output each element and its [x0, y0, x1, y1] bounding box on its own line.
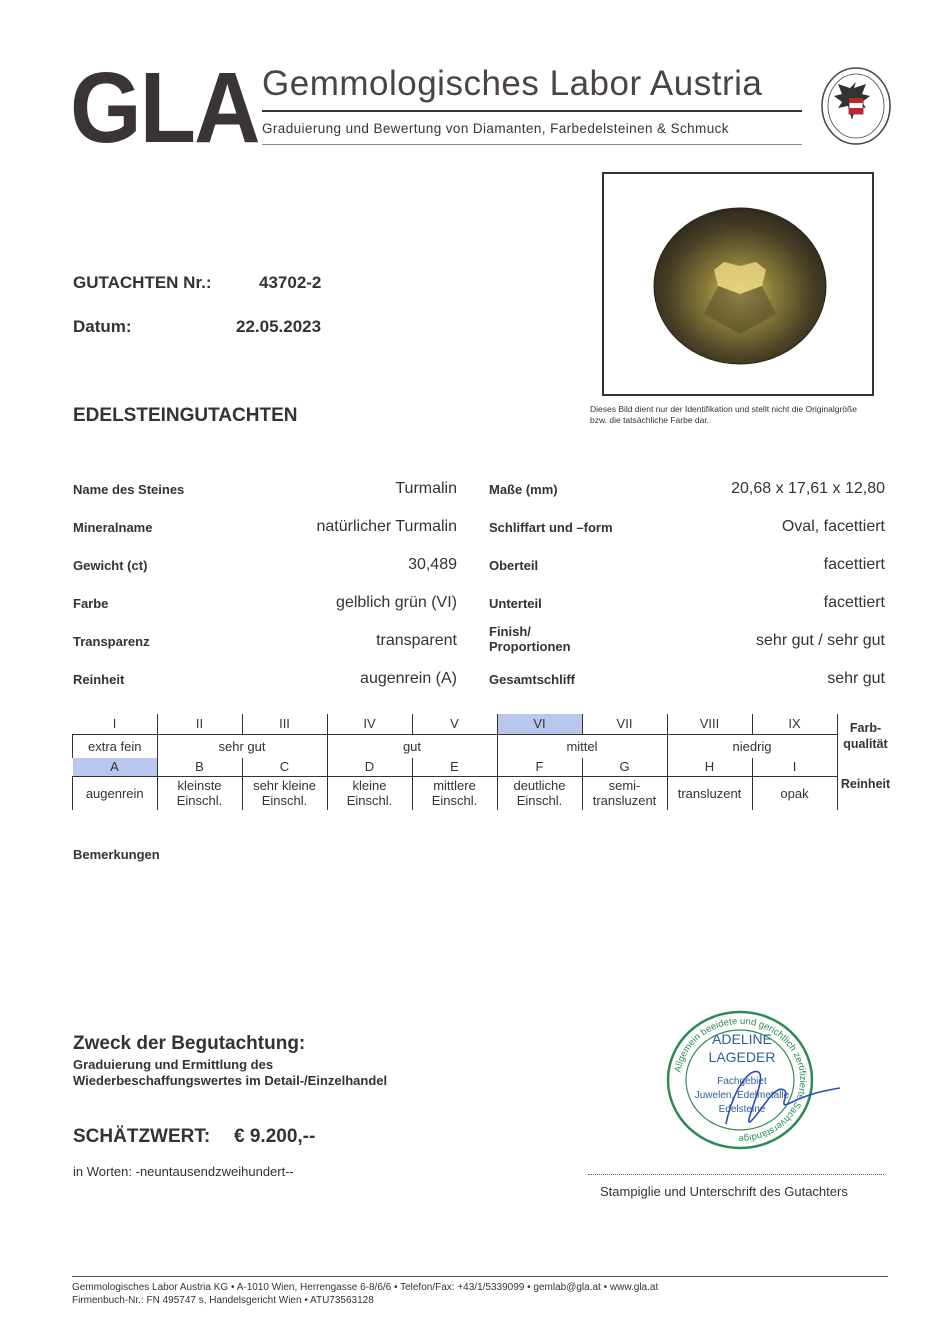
clarity-desc-cell: kleinste Einschl. — [157, 776, 242, 810]
valuation-in-words: in Worten: -neuntausendzweihundert-- — [73, 1164, 294, 1179]
color-group-cell: sehr gut — [157, 734, 327, 758]
header-divider-2 — [262, 144, 802, 145]
property-value: Turmalin — [395, 480, 457, 497]
purpose-line-1: Graduierung und Ermittlung des — [73, 1057, 274, 1072]
svg-text:Fachgebiet: Fachgebiet — [717, 1076, 767, 1087]
property-label: Oberteil — [489, 558, 539, 573]
color-grade-cell: IV — [327, 714, 412, 734]
gemstone-image — [604, 174, 872, 394]
property-value: transparent — [376, 632, 457, 649]
color-quality-scale — [72, 714, 894, 810]
svg-text:Edelsteine: Edelsteine — [718, 1104, 766, 1115]
footer-address: Gemmologisches Labor Austria KG • A-1010 Wien, Herrengasse 6-8/6/6 • Telefon/Fax: +43/1/5339099 • gemlab@gla.at • www.gla.at — [72, 1282, 659, 1293]
svg-text:LAGEDER: LAGEDER — [708, 1049, 776, 1065]
signature-caption: Stampiglie und Unterschrift des Gutachters — [600, 1184, 848, 1199]
clarity-desc-cell: opak — [752, 776, 837, 810]
footer-divider — [72, 1276, 888, 1277]
clarity-desc-cell: deutliche Einschl. — [497, 776, 582, 810]
property-label: Gewicht (ct) — [73, 558, 148, 573]
property-label: Maße (mm) — [489, 482, 558, 497]
color-grade-cell: VIII — [667, 714, 752, 734]
property-label: Name des Steines — [73, 482, 185, 497]
valuation-label: SCHÄTZWERT: — [73, 1126, 211, 1147]
property-label: Reinheit — [73, 672, 125, 687]
property-label: Finish/ Proportionen — [489, 624, 571, 654]
clarity-grade-cell: C — [242, 758, 327, 776]
report-number: 43702-2 — [259, 273, 322, 292]
valuation-amount: € 9.200,-- — [234, 1126, 316, 1147]
gemstone-photo-frame — [602, 172, 874, 396]
report-heading: EDELSTEINGUTACHTEN — [73, 405, 298, 426]
property-value: facettiert — [823, 594, 885, 611]
color-grade-cell: III — [242, 714, 327, 734]
color-grade-cell: IX — [752, 714, 837, 734]
property-value: sehr gut / sehr gut — [756, 632, 885, 649]
report-number-label: GUTACHTEN Nr.: — [73, 273, 212, 292]
photo-caption: Dieses Bild dient nur der Identifikation und stellt nicht die Originalgröße bzw. die tatsächliche Farbe dar. — [590, 404, 857, 425]
svg-text:ADELINE: ADELINE — [712, 1031, 772, 1047]
color-grade-cell: I — [112, 716, 117, 732]
header-divider — [262, 110, 802, 112]
color-grade-cell-selected: VI — [497, 714, 582, 734]
clarity-grade-cell: B — [157, 758, 242, 776]
expert-stamp-icon — [664, 1004, 844, 1156]
clarity-scale-title: Reinheit — [837, 758, 894, 810]
lab-tagline: Graduierung und Bewertung von Diamanten, Farbedelsteinen & Schmuck — [262, 121, 729, 136]
date-label: Datum: — [73, 317, 132, 336]
property-value: sehr gut — [827, 670, 885, 687]
color-group-cell: extra fein — [73, 734, 158, 758]
clarity-desc-cell: transluzent — [667, 776, 752, 810]
remarks-label: Bemerkungen — [73, 847, 160, 862]
clarity-desc-cell: sehr kleine Einschl. — [242, 776, 327, 810]
color-grade-cell: VII — [582, 714, 667, 734]
clarity-desc-cell: augenrein — [73, 776, 158, 810]
property-value: Oval, facettiert — [781, 518, 885, 535]
clarity-grade-cell-selected: A — [73, 758, 158, 776]
clarity-grade-cell: E — [412, 758, 497, 776]
color-scale-title: Farb- qualität — [837, 714, 894, 758]
austrian-eagle-seal-icon — [820, 66, 892, 146]
svg-text:Juwelen, Edelmetalle: Juwelen, Edelmetalle — [694, 1090, 790, 1101]
clarity-desc-cell: semi- transluzent — [582, 776, 667, 810]
property-label: Schliffart und –form — [489, 520, 613, 535]
color-group-cell: mittel — [497, 734, 667, 758]
property-label: Transparenz — [73, 634, 150, 649]
clarity-grade-cell: G — [582, 758, 667, 776]
clarity-desc-cell: mittlere Einschl. — [412, 776, 497, 810]
property-value: 20,68 x 17,61 x 12,80 — [731, 480, 885, 497]
property-label: Mineralname — [73, 520, 153, 535]
svg-text:Allgemein beeidete und gericht: Allgemein beeidete und gerichtlich zertifizierte Sachverständige — [672, 1015, 809, 1145]
color-grade-cell: V — [412, 714, 497, 734]
clarity-grade-cell: I — [752, 758, 837, 776]
property-label: Gesamtschliff — [489, 672, 575, 687]
property-value: natürlicher Turmalin — [316, 518, 457, 535]
clarity-grade-cell: H — [667, 758, 752, 776]
lab-name: Gemmologisches Labor Austria — [262, 64, 763, 103]
footer-registry: Firmenbuch-Nr.: FN 495747 s, Handelsgericht Wien • ATU73563128 — [72, 1295, 374, 1306]
clarity-grade-cell: D — [327, 758, 412, 776]
signature-line — [588, 1174, 884, 1175]
property-value: facettiert — [823, 556, 885, 573]
color-group-cell: gut — [327, 734, 497, 758]
purpose-line-2: Wiederbeschaffungswertes im Detail-/Einzelhandel — [73, 1073, 388, 1088]
clarity-desc-cell: kleine Einschl. — [327, 776, 412, 810]
purpose-title: Zweck der Begutachtung: — [73, 1033, 306, 1054]
property-label: Unterteil — [489, 596, 542, 611]
property-value: augenrein (A) — [360, 670, 457, 687]
color-group-cell: niedrig — [667, 734, 837, 758]
clarity-grade-cell: F — [497, 758, 582, 776]
property-label: Farbe — [73, 596, 109, 611]
property-value: 30,489 — [408, 556, 457, 573]
property-value: gelblich grün (VI) — [336, 594, 457, 611]
gla-logo: GLA — [70, 52, 259, 164]
color-grade-cell: II — [157, 714, 242, 734]
report-date: 22.05.2023 — [236, 317, 322, 336]
